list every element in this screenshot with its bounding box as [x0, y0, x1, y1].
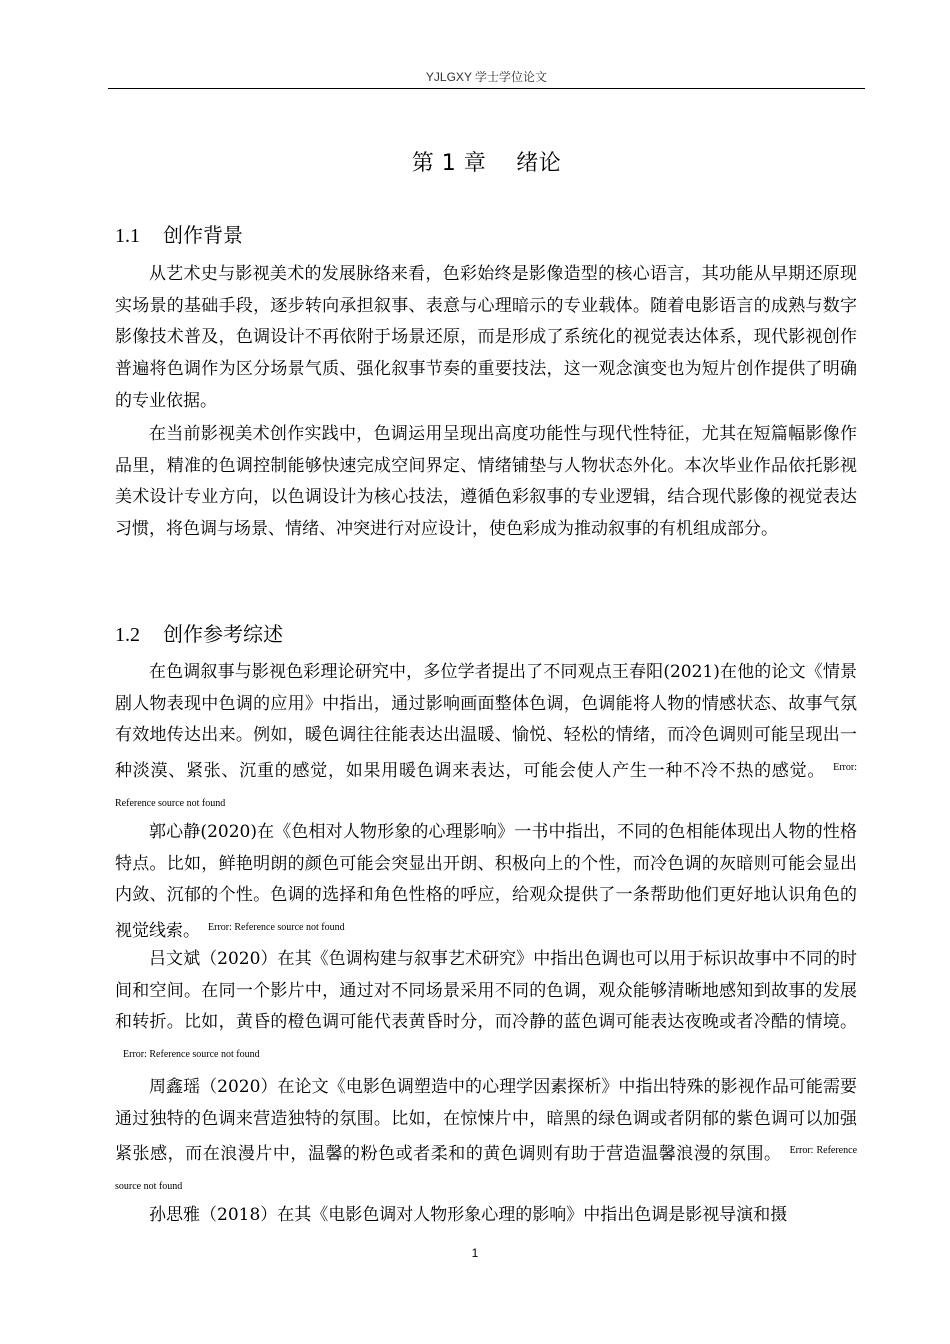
paragraph [115, 657, 857, 824]
running-header: YJLGXY 学士学位论文 [425, 70, 548, 84]
chapter-title [108, 146, 865, 177]
reference-error: Error: Reference source not found [123, 1049, 260, 1061]
chapter-number: 第 1 章 [411, 151, 487, 176]
reference-error: Error: Reference source not found [208, 922, 345, 934]
paragraph-text: 在当前影视美术创作实践中，色调运用呈现出高度功能性与现代性特征，尤其在短篇幅影像作品里，精准的色调控制能够快速完成空间界定、情绪铺垫与人物状态外化。本次毕业作品依托影视美术设计专业方向，以色调设计为核心技法，遵循色彩叙事的专业逻辑，结合现代影像的视觉表达习惯，将色调与场景、情绪、冲突进行对应设计，使色彩成为推动叙事的有机组成部分。 [115, 424, 857, 540]
paragraph [115, 259, 857, 418]
paragraph-text: 孙思雅（2018）在其《电影色调对人物形象心理的影响》中指出色调是影视导演和摄 [149, 1205, 788, 1225]
paragraph [115, 817, 857, 948]
reference-error: Error: Reference source not found [115, 1145, 858, 1193]
paragraph [115, 1072, 857, 1207]
page-number: 1 [471, 1246, 479, 1260]
paragraph-text: 从艺术史与影视美术的发展脉络来看，色彩始终是影像造型的核心语言，其功能从早期还原现实场景的基础手段，逐步转向承担叙事、表意与心理暗示的专业载体。随着电影语言的成熟与数字影像技术普及，色调设计不再依附于场景还原，而是形成了系统化的视觉表达体系，现代影视创作普遍将色调作为区分场景气质、强化叙事节奏的重要技法，这一观念演变也为短片创作提供了明确的专业依据。 [115, 264, 857, 411]
reference-error: Error: Reference source not found [115, 762, 857, 809]
paragraph [115, 1200, 857, 1232]
paragraph-text: 周鑫瑶（2020）在论文《电影色调塑造中的心理学因素探析》中指出特殊的影视作品可能需要通过独特的色调来营造独特的氛围。比如，在惊悚片中，暗黑的绿色调或者阴郁的紫色调可以加强紧张感，而在浪漫片中，温馨的粉色或者柔和的黄色调则有助于营造温馨浪漫的氛围。 [115, 1077, 857, 1165]
section-number: 1.1 [115, 225, 140, 247]
section-title: 创作参考综述 [163, 622, 283, 646]
section-title: 创作背景 [163, 223, 243, 247]
paragraph-text: 吕文斌（2020）在其《色调构建与叙事艺术研究》中指出色调也可以用于标识故事中不同的时间和空间。在同一个影片中，通过对不同场景采用不同的色调，观众能够清晰地感知到故事的发展和转折。比如，黄昏的橙色调可能代表黄昏时分，而冷静的蓝色调可能表达夜晚或者冷酷的情境。 [115, 949, 857, 1033]
section-number: 1.2 [115, 624, 140, 646]
paragraph-text: 郭心静(2020)在《色相对人物形象的心理影响》一书中指出，不同的色相能体现出人物的性格特点。比如，鲜艳明朗的颜色可能会突显出开朗、积极向上的个性，而冷色调的灰暗则可能会显出内敛、沉郁的个性。色调的选择和角色性格的呼应，给观众提供了一条帮助他们更好地认识角色的视觉线索。 [115, 822, 857, 942]
paragraph [115, 944, 857, 1075]
chapter-name: 绪论 [516, 151, 562, 176]
section-heading-1-2 [115, 618, 283, 647]
paragraph [115, 419, 857, 546]
paragraph-text: 在色调叙事与影视色彩理论研究中，多位学者提出了不同观点王春阳(2021)在他的论文《情景剧人物表现中色调的应用》中指出，通过影响画面整体色调，色调能将人物的情感状态、故事气氛有效地传达出来。例如，暖色调往往能表达出温暖、愉悦、轻松的情绪，而冷色调则可能呈现出一种淡漠、紧张、沉重的感觉，如果用暖色调来表达，可能会使人产生一种不冷不热的感觉。 [115, 662, 857, 782]
header-rule [108, 88, 865, 89]
section-heading-1-1 [115, 219, 243, 248]
